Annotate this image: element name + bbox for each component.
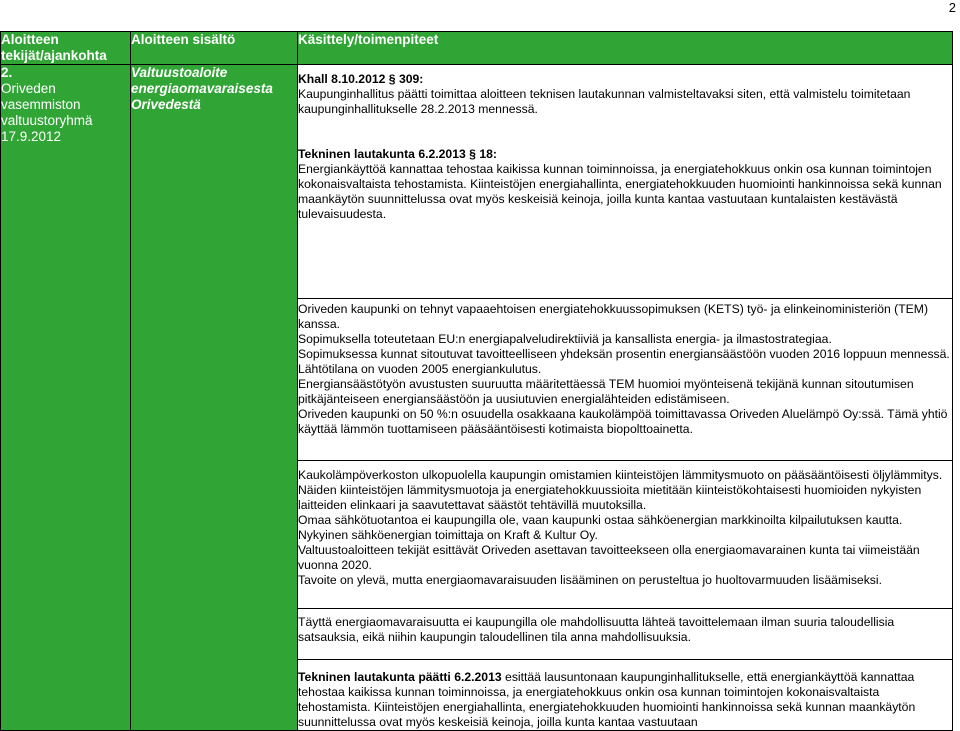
handling-cell-3 [298, 461, 953, 609]
khall-section-number: 309: [398, 72, 424, 86]
section-symbol: § [388, 72, 396, 86]
paragraph: Oriveden kaupunki on tehnyt vapaaehtoisen energiatehokkuussopimuksen (KETS) työ- ja elinkeinoministeriön (TEM) kanssa. [298, 302, 929, 331]
khall-heading: Khall 8.10.2012 [298, 72, 386, 86]
handling-cell-4 [298, 609, 953, 660]
initiative-table [0, 31, 953, 731]
page-number: 2 [948, 0, 956, 15]
initiative-maker: Oriveden vasemmiston valtuustoryhmä [1, 81, 93, 128]
initiative-date: 17.9.2012 [1, 129, 62, 144]
paragraph: Täyttä energiaomavaraisuutta ei kaupungilla ole mahdollisuutta lähteä tavoittelemaan ilman suuria taloudellisia satsauksia, eikä niihin kaupungin taloudellinen tila anna mahdollisuuksia. [298, 615, 895, 644]
paragraph: Energiansäästötyön avustusten suuruutta määritettäessä TEM huomioi myönteisenä tekijänä kunnan sitoutumisen pitkäjänteiseen energiansäästöön ja uusiutuvien energialähteiden edistämiseen. [298, 377, 914, 406]
khall-decision-text: Kaupunginhallitus päätti toimittaa aloitteen teknisen lautakunnan valmisteltavaksi siten, että valmistelu toimitetaan kaupunginhallitukselle 28.2.2013 mennessä. [298, 87, 911, 116]
paragraph: Sopimuksella toteutetaan EU:n energiapalveludirektiiviä ja kansallista energia- ja ilmastostrategiaa. [298, 332, 832, 346]
initiative-maker-cell [1, 65, 131, 731]
tekla-section-number: 18: [479, 147, 497, 161]
paragraph: Oriveden kaupunki on 50 %:n osuudella osakkaana kaukolämpöä toimittavassa Oriveden Aluelämpö Oy:ssä. Tämä yhtiö käyttää lämmön tuottamiseen pääsääntöisesti kotimaista biopolttoainetta. [298, 407, 948, 436]
initiative-row [1, 65, 953, 299]
paragraph: Sopimuksessa kunnat sitoutuvat tavoitteelliseen yhdeksän prosentin energiansäästöön vuoden 2016 loppuun mennessä. Lähtötilana on vuoden 2005 energiankulutus. [298, 347, 950, 376]
tekla-text: Energiankäyttöä kannattaa tehostaa kaikissa kunnan toiminnoissa, ja energiatehokkuus onkin osa kunnan toimintojen kokonaisvaltaista tehostamista. Kiinteistöjen energiahallinta, energiatehokkuuden huomiointi hankinnoissa sekä kunnan maankäytön suunnittelussa ovat myös keskeisiä keinoja, joilla kunta kantaa vastuutaan kuntalaisten kestävästä tulevaisuudesta. [298, 162, 942, 221]
header-col-maker: Aloitteen tekijät/ajankohta [1, 32, 131, 65]
paragraph: Valtuustoaloitteen tekijät esittävät Oriveden asettavan tavoitteekseen olla energiaomavarainen kunta tai viimeistään vuonna 2020. [298, 543, 920, 572]
handling-cell-5 [298, 660, 953, 731]
initiative-content: Valtuustoaloite energiaomavaraisesta Orivedestä [131, 65, 273, 112]
tekla-decision-heading: Tekninen lautakunta päätti 6.2.2013 [298, 670, 502, 684]
handling-cell-2 [298, 299, 953, 461]
table-header-row [1, 32, 953, 65]
tekla-decision-text: esittää lausuntonaan kaupunginhallitukselle, että energiankäyttöä kannattaa tehostaa kaikissa kunnan toiminnoissa, ja energiatehokkuus onkin osa kunnan toimintojen kokonaisvaltaista tehostamista. Kiinteistöjen energiahallinta, energiatehokkuuden huomiointi hankinnoissa sekä kunnan maankäytön suunnittelussa ovat myös keskeisiä keinoja, joilla kunta kantaa vastuutaan [298, 670, 916, 729]
initiative-number: 2. [1, 65, 13, 80]
paragraph: Omaa sähkötuotantoa ei kaupungilla ole, vaan kaupunki ostaa sähköenergian markkinoilta kilpailutuksen kautta. Nykyinen sähköenergian toimittaja on Kraft & Kultur Oy. [298, 513, 903, 542]
initiative-content-cell [131, 65, 298, 731]
header-col-handling: Käsittely/toimenpiteet [298, 32, 953, 65]
section-symbol: § [469, 147, 476, 161]
paragraph: Tavoite on ylevä, mutta energiaomavaraisuuden lisääminen on perusteltua jo huoltovarmuuden lisäämiseksi. [298, 573, 882, 587]
paragraph: Kaukolämpöverkoston ulkopuolella kaupungin omistamien kiinteistöjen lämmitysmuoto on pääsääntöisesti öljylämmitys. Näiden kiinteistöjen lämmitysmuotoja ja energiatehokkuussioita mietitään kiinteistökohtaisesti huomioiden nykyisten laitteiden elinkaari ja saavutettavat säästöt tehtävillä muutoksilla. [298, 468, 943, 512]
header-col-content: Aloitteen sisältö [131, 32, 298, 65]
handling-cell-1 [298, 65, 953, 299]
tekla-heading: Tekninen lautakunta 6.2.2013 [298, 147, 466, 161]
